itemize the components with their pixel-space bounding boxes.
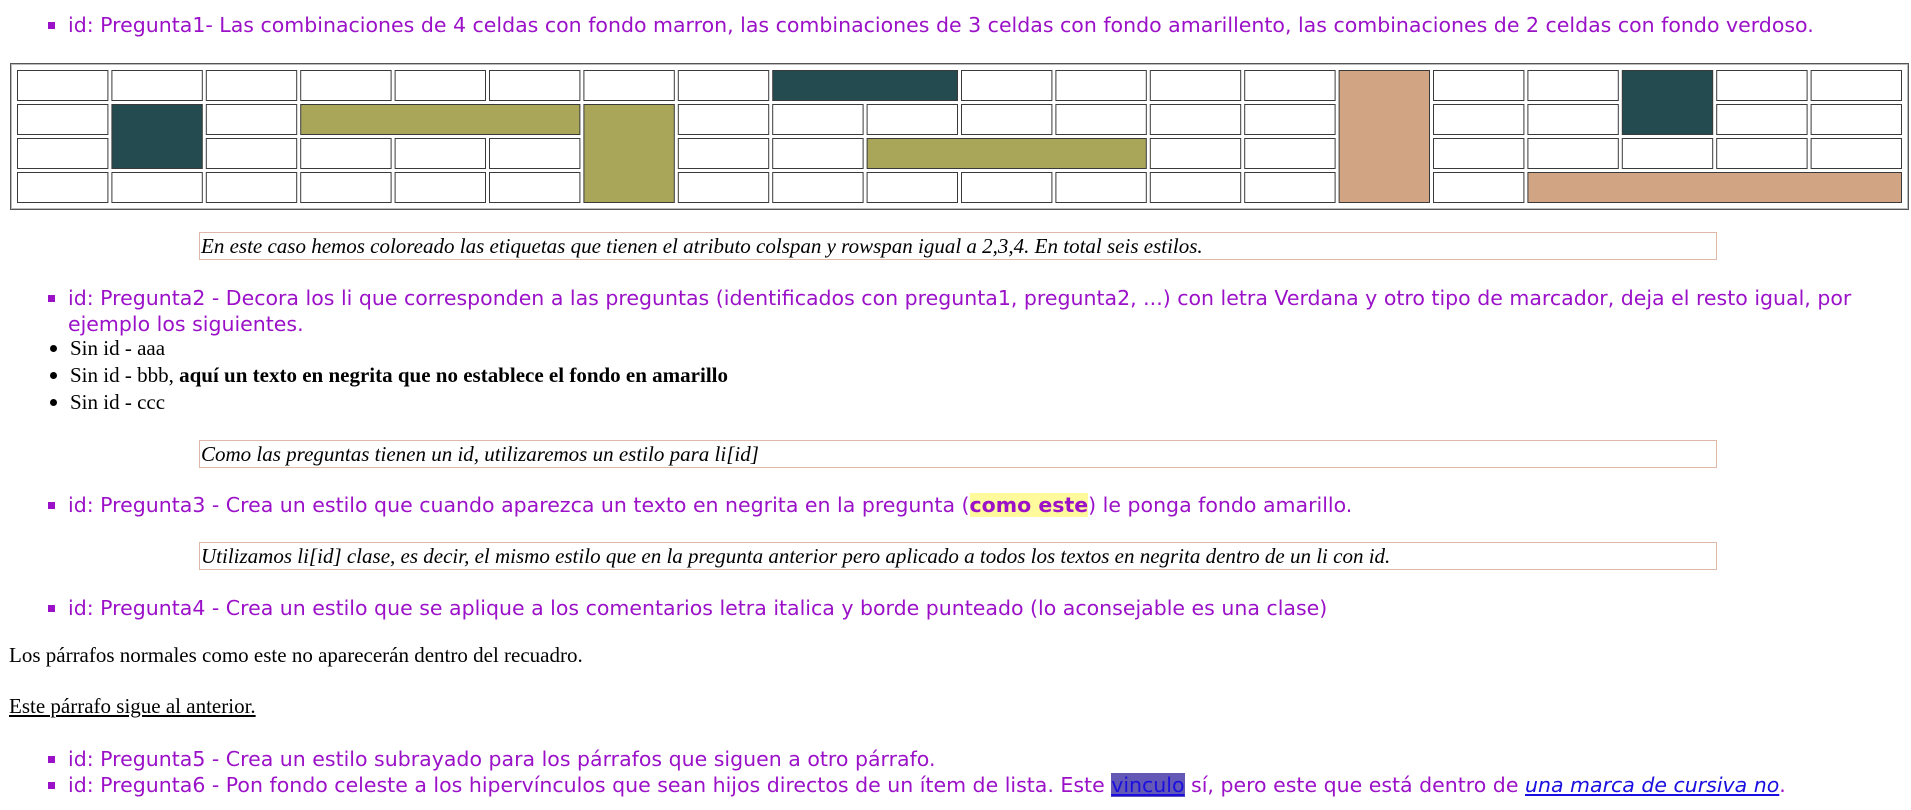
question-6-mid: sí, pero este que está dentro de bbox=[1184, 773, 1525, 797]
table-cell bbox=[490, 173, 580, 203]
list-item-text: Sin id - aaa bbox=[70, 336, 166, 360]
table-cell bbox=[18, 71, 108, 101]
question-1 bbox=[48, 12, 1814, 38]
table-cell bbox=[1434, 173, 1524, 203]
normal-paragraph: Los párrafos normales como este no aparecerán dentro del recuadro. bbox=[9, 643, 583, 667]
table-cell bbox=[1056, 105, 1146, 135]
question-6 bbox=[48, 772, 1786, 798]
table-cell bbox=[773, 139, 863, 169]
question-3-text bbox=[48, 492, 1352, 518]
table-cell bbox=[1528, 105, 1618, 135]
table-cell bbox=[1245, 105, 1335, 135]
comment-3: Utilizamos li[id] clase, es decir, el mismo estilo que en la pregunta anterior pero aplicado a todos los textos en negrita dentro de un li con id. bbox=[199, 542, 1717, 570]
table-cell bbox=[206, 71, 296, 101]
table-cell bbox=[301, 173, 391, 203]
table-cell bbox=[1056, 71, 1146, 101]
span-cell-yellowish bbox=[867, 139, 1146, 169]
square-bullet-icon bbox=[48, 756, 55, 763]
table-cell bbox=[206, 105, 296, 135]
table-cell bbox=[1434, 71, 1524, 101]
question-1-text: id: Pregunta1- Las combinaciones de 4 celdas con fondo marron, las combinaciones de 3 celdas con fondo amarillento, las combinaciones de 2 celdas con fondo verdoso. bbox=[68, 13, 1814, 37]
list-item bbox=[50, 335, 165, 361]
table-cell bbox=[301, 71, 391, 101]
question-4-text: id: Pregunta4 - Crea un estilo que se aplique a los comentarios letra italica y borde punteado (lo aconsejable es una clase) bbox=[68, 596, 1328, 620]
question-4 bbox=[48, 595, 1327, 621]
square-bullet-icon bbox=[48, 782, 55, 789]
table-cell bbox=[112, 71, 202, 101]
span-cell-brown bbox=[1339, 71, 1429, 203]
table-cell bbox=[112, 173, 202, 203]
square-bullet-icon bbox=[48, 295, 55, 302]
question-6-pre: id: Pregunta6 - Pon fondo celeste a los hipervínculos que sean hijos directos de un ítem de lista. Este bbox=[68, 773, 1112, 797]
table-cell bbox=[1056, 173, 1146, 203]
question-3-post: ) le ponga fondo amarillo. bbox=[1088, 493, 1353, 517]
span-table-cells bbox=[11, 64, 1908, 209]
table-cell bbox=[1434, 139, 1524, 169]
following-paragraph: Este párrafo sigue al anterior. bbox=[9, 694, 256, 718]
table-cell bbox=[867, 105, 957, 135]
table-cell bbox=[1528, 71, 1618, 101]
table-cell bbox=[1717, 71, 1807, 101]
question-5-text: id: Pregunta5 - Crea un estilo subrayado para los párrafos que siguen a otro párrafo. bbox=[68, 747, 936, 771]
table-cell bbox=[773, 105, 863, 135]
list-item-text bbox=[50, 363, 728, 387]
table-cell bbox=[395, 71, 485, 101]
table-cell bbox=[678, 139, 768, 169]
table-cell bbox=[962, 71, 1052, 101]
table-cell bbox=[1245, 71, 1335, 101]
span-cell-greenish bbox=[112, 105, 202, 169]
list-item-text-plain: Sin id - bbb, bbox=[70, 363, 180, 387]
table-cell bbox=[490, 71, 580, 101]
table-cell bbox=[1150, 71, 1240, 101]
square-bullet-icon bbox=[48, 502, 55, 509]
question-6-text bbox=[48, 772, 1786, 798]
table-cell bbox=[18, 173, 108, 203]
table-cell bbox=[962, 173, 1052, 203]
table-cell bbox=[678, 173, 768, 203]
table-cell bbox=[1150, 105, 1240, 135]
question-2 bbox=[48, 285, 1888, 337]
table-cell bbox=[1811, 71, 1901, 101]
table-cell bbox=[1811, 105, 1901, 135]
table-cell bbox=[962, 105, 1052, 135]
table-cell bbox=[1434, 105, 1524, 135]
table-cell bbox=[395, 173, 485, 203]
highlighted-bold-text: como este bbox=[969, 493, 1089, 517]
comment-2: Como las preguntas tienen un id, utilizaremos un estilo para li[id] bbox=[199, 440, 1717, 468]
table-cell bbox=[301, 139, 391, 169]
disc-bullet-icon bbox=[50, 372, 57, 379]
span-cell-greenish bbox=[773, 71, 958, 101]
square-bullet-icon bbox=[48, 22, 55, 29]
span-cell-greenish bbox=[1622, 71, 1712, 135]
question-3 bbox=[48, 492, 1352, 518]
table-cell bbox=[1150, 173, 1240, 203]
table-cell bbox=[1150, 139, 1240, 169]
direct-child-link[interactable]: vinculo bbox=[1111, 773, 1185, 797]
question-3-pre: id: Pregunta3 - Crea un estilo que cuando aparezca un texto en negrita en la pregunta ( bbox=[68, 493, 970, 517]
table-cell bbox=[18, 105, 108, 135]
table-cell bbox=[395, 139, 485, 169]
table-cell bbox=[773, 173, 863, 203]
span-table bbox=[10, 63, 1909, 210]
table-cell bbox=[490, 139, 580, 169]
table-cell bbox=[1245, 139, 1335, 169]
table-cell bbox=[206, 139, 296, 169]
table-cell bbox=[584, 71, 674, 101]
table-cell bbox=[867, 173, 957, 203]
table-cell bbox=[1528, 139, 1618, 169]
span-cell-yellowish bbox=[301, 105, 580, 135]
question-2-text: id: Pregunta2 - Decora los li que corresponden a las preguntas (identificados con pregunta1, pregunta2, ...) con letra Verdana y otro tipo de marcador, deja el resto igual, por ejemplo los siguientes. bbox=[68, 286, 1852, 336]
table-cell bbox=[1811, 139, 1901, 169]
table-cell bbox=[1717, 139, 1807, 169]
italic-nested-link[interactable]: una marca de cursiva no bbox=[1524, 773, 1780, 797]
span-cell-yellowish bbox=[584, 105, 674, 203]
table-cell bbox=[1622, 139, 1712, 169]
table-cell bbox=[1717, 105, 1807, 135]
table-cell bbox=[678, 105, 768, 135]
table-cell bbox=[678, 71, 768, 101]
disc-bullet-icon bbox=[50, 399, 57, 406]
question-6-post: . bbox=[1779, 773, 1786, 797]
comment-1: En este caso hemos coloreado las etiquetas que tienen el atributo colspan y rowspan igual a 2,3,4. En total seis estilos. bbox=[199, 232, 1717, 260]
table-cell bbox=[1245, 173, 1335, 203]
disc-bullet-icon bbox=[50, 345, 57, 352]
square-bullet-icon bbox=[48, 605, 55, 612]
table-cell bbox=[206, 173, 296, 203]
question-5 bbox=[48, 746, 936, 772]
list-item bbox=[50, 389, 165, 415]
list-item-text: Sin id - ccc bbox=[70, 390, 166, 414]
list-item bbox=[50, 362, 728, 388]
span-cell-brown bbox=[1528, 173, 1902, 203]
table-cell bbox=[18, 139, 108, 169]
bold-text: aquí un texto en negrita que no establece el fondo en amarillo bbox=[179, 363, 728, 387]
